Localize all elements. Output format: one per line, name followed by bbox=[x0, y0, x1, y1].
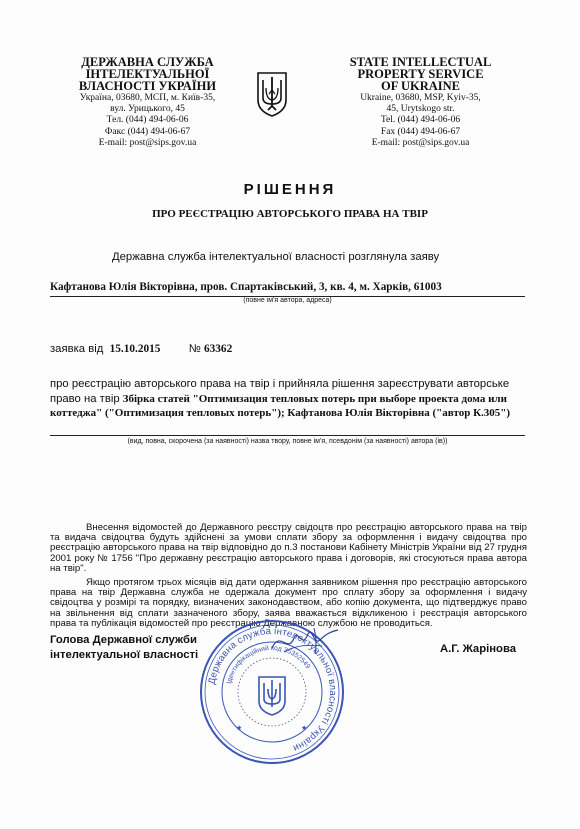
application-number: 63362 bbox=[203, 343, 233, 355]
handwritten-signature bbox=[270, 624, 340, 658]
svg-text:★: ★ bbox=[301, 725, 308, 732]
agency-name-ua: ДЕРЖАВНА СЛУЖБА ІНТЕЛЕКТУАЛЬНОЇ ВЛАСНОСТІ УКРАЇНИ bbox=[78, 55, 217, 93]
work-description bbox=[50, 393, 528, 420]
trident-coat-of-arms-icon bbox=[255, 70, 289, 118]
signatory-title: Голова Державної служби інтелектуальної власності bbox=[50, 634, 199, 661]
applicant-line: Кафтанова Юлія Вікторівна, пров. Спартаківський, 3, кв. 4, м. Харків, 61003 bbox=[50, 281, 442, 293]
application-date: 15.10.2015 bbox=[109, 343, 161, 355]
agency-name-en: STATE INTELLECTUAL PROPERTY SERVICE OF UKRAINE bbox=[349, 55, 492, 93]
work-hint: (вид, повна, скорочена (за наявності) назва твору, повне ім'я, псевдонім (за наявності) автора (ів)) bbox=[127, 438, 448, 445]
header-english bbox=[318, 56, 523, 149]
agency-address-en: Ukraine, 03680, MSP, Kyiv-35, 45, Urytskogo str. Tel. (044) 494-06-06 Fax (044) 494-06-67 E-mail: post@sips.gov.ua bbox=[360, 93, 481, 148]
stamp-outer-text: Державна служба інтелектуальної власності України bbox=[206, 625, 339, 754]
stamp-inner-text: Ідентифікаційний код 35352549 bbox=[225, 644, 312, 685]
paragraph-fee-conditions: Внесення відомостей до Державного реєстру свідоцтв про реєстрацію авторського права на твір та видача свідоцтва будуть здійснені за умови сплати збору за оформлення і видачу свідоцтва про реєстрацію авторського права на твір відповідно до п.3 постанови Кабінету Міністрів України від 27 грудня 2001 року № 1756 "Про державну реєстрацію авторського права і договорів, які стосуються права автора на твір". bbox=[50, 522, 527, 574]
work-prefix: право на твір bbox=[50, 393, 120, 405]
document-title: РІШЕННЯ bbox=[243, 181, 337, 198]
work-title: Збірка статей "Оптимизация тепловых потерь при выборе проекта дома или коттеджа" ("Оптимизация тепловых потерь"); Кафтанова Юлія Вікторівна ("автор К.305") bbox=[50, 393, 511, 419]
header-ukrainian bbox=[40, 56, 255, 149]
work-underline bbox=[50, 435, 525, 436]
document-subtitle: ПРО РЕЄСТРАЦІЮ АВТОРСЬКОГО ПРАВА НА ТВІР bbox=[152, 208, 428, 220]
intro-text: Державна служба інтелектуальної власності розглянула заяву bbox=[112, 251, 440, 263]
svg-text:★: ★ bbox=[236, 725, 243, 732]
application-label: заявка від bbox=[50, 343, 104, 355]
paragraph-withdrawal-conditions: Якщо протягом трьох місяців від дати одержання заявником рішення про реєстрацію авторського права на твір Державна служба не одержала документ про сплату збору за оформлення і видачу свідоцтва у розмірі та порядку, визначених законодавством, або копію документа, що підтверджує право на звільнення від сплати зазначеного збору, заява вважається відкликеною і реєстрація авторського права та публікація відомостей про реєстрацію Державною службою не проводиться. bbox=[50, 577, 527, 629]
signatory-name: А.Г. Жарінова bbox=[440, 643, 517, 655]
application-number-label: № bbox=[188, 343, 201, 355]
application-line bbox=[50, 343, 232, 355]
agency-address-ua: Україна, 03680, МСП, м. Київ-35, вул. Урицького, 45 Тел. (044) 494-06-06 Факс (044) 494-06-67 E-mail: post@sips.gov.ua bbox=[79, 93, 216, 148]
stamp-trident-icon bbox=[259, 677, 285, 715]
decision-text: про реєстрацію авторського права на твір і прийняла рішення зареєструвати авторське bbox=[50, 378, 510, 390]
applicant-hint: (повне ім'я автора, адреса) bbox=[243, 297, 332, 304]
